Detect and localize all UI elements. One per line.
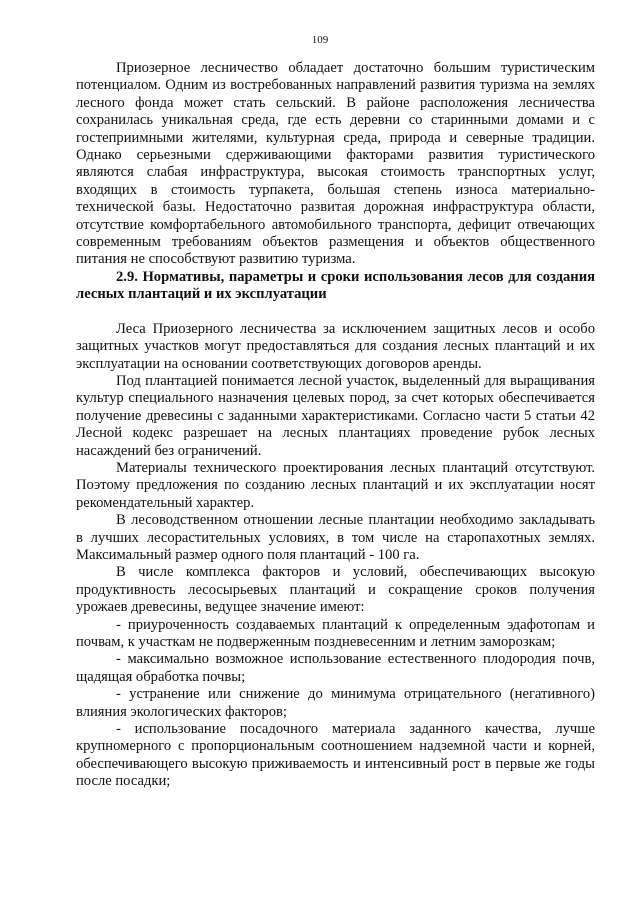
paragraph-factors-intro: В числе комплекса факторов и условий, обеспечивающих высокую продуктивность лесосырьевых плантаций и сокращение сроков получения урожаев древесины, ведущее значение имеют: — [76, 564, 595, 616]
paragraph-silvicultural: В лесоводственном отношении лесные плантации необходимо закладывать в лучших лесорастительных условиях, в том числе на старопахотных землях. Максимальный размер одного поля плантаций - 100 га. — [76, 512, 595, 563]
list-item-edaphotopes: - приуроченность создаваемых плантаций к определенным эдафотопам и почвам, к участкам не подверженным поздневесенним и летним заморозкам; — [76, 616, 595, 650]
paragraph-forest-provision: Леса Приозерного лесничества за исключением защитных лесов и особо защитных участков могут предоставляться для создания лесных плантаций и их эксплуатации на основании соответствующих договоров аренды. — [76, 320, 595, 372]
list-item-soil-fertility: - максимально возможное использование естественного плодородия почв, щадящая обработка почвы; — [76, 651, 595, 685]
paragraph-design-materials: Материалы технического проектирования лесных плантаций отсутствуют. Поэтому предложения по созданию лесных плантаций и их эксплуатации носят рекомендательный характер. — [76, 459, 595, 511]
page-number: 109 — [311, 34, 329, 46]
page-content — [76, 60, 595, 791]
heading-spacer — [76, 304, 595, 321]
section-heading: 2.9. Нормативы, параметры и сроки использования лесов для создания лесных плантаций и их эксплуатации — [76, 268, 595, 303]
paragraph-tourism: Приозерное лесничество обладает достаточно большим туристическим потенциалом. Одним из востребованных направлений развития туризма на землях лесного фонда может стать сельский. В районе расположения лесничества сохранилась уникальная среда, где есть деревни со старинными домами и с гостеприимными жителями, культурная среда, природа и северные традиции. Однако серьезными сдерживающими факторами развития туристического являются слабая инфраструктура, высокая стоимость транспортных услуг, входящих в стоимость турпакета, большая степень износа материально-технической базы. Недостаточно развитая дорожная инфраструктура области, отсутствие комфортабельного автомобильного транспорта, дефицит отвечающих современным требованиям объектов размещения и объектов общественного питания не способствуют развитию туризма. — [76, 60, 595, 268]
paragraph-plantation-definition: Под плантацией понимается лесной участок, выделенный для выращивания культур специального назначения целевых пород, за счет которых обеспечивается получение древесины с заданными характеристиками. Согласно части 5 статьи 42 Лесной кодекс разрешает на лесных плантациях проведение рубок лесных насаждений без ограничений. — [76, 372, 595, 459]
list-item-ecological-factors: - устранение или снижение до минимума отрицательного (негативного) влияния экологических факторов; — [76, 686, 595, 720]
list-item-planting-material: - использование посадочного материала заданного качества, лучше крупномерного с пропорциональным соотношением надземной части и корней, обеспечивающего высокую приживаемость и интенсивный рост в первые же годы после посадки; — [76, 721, 595, 790]
